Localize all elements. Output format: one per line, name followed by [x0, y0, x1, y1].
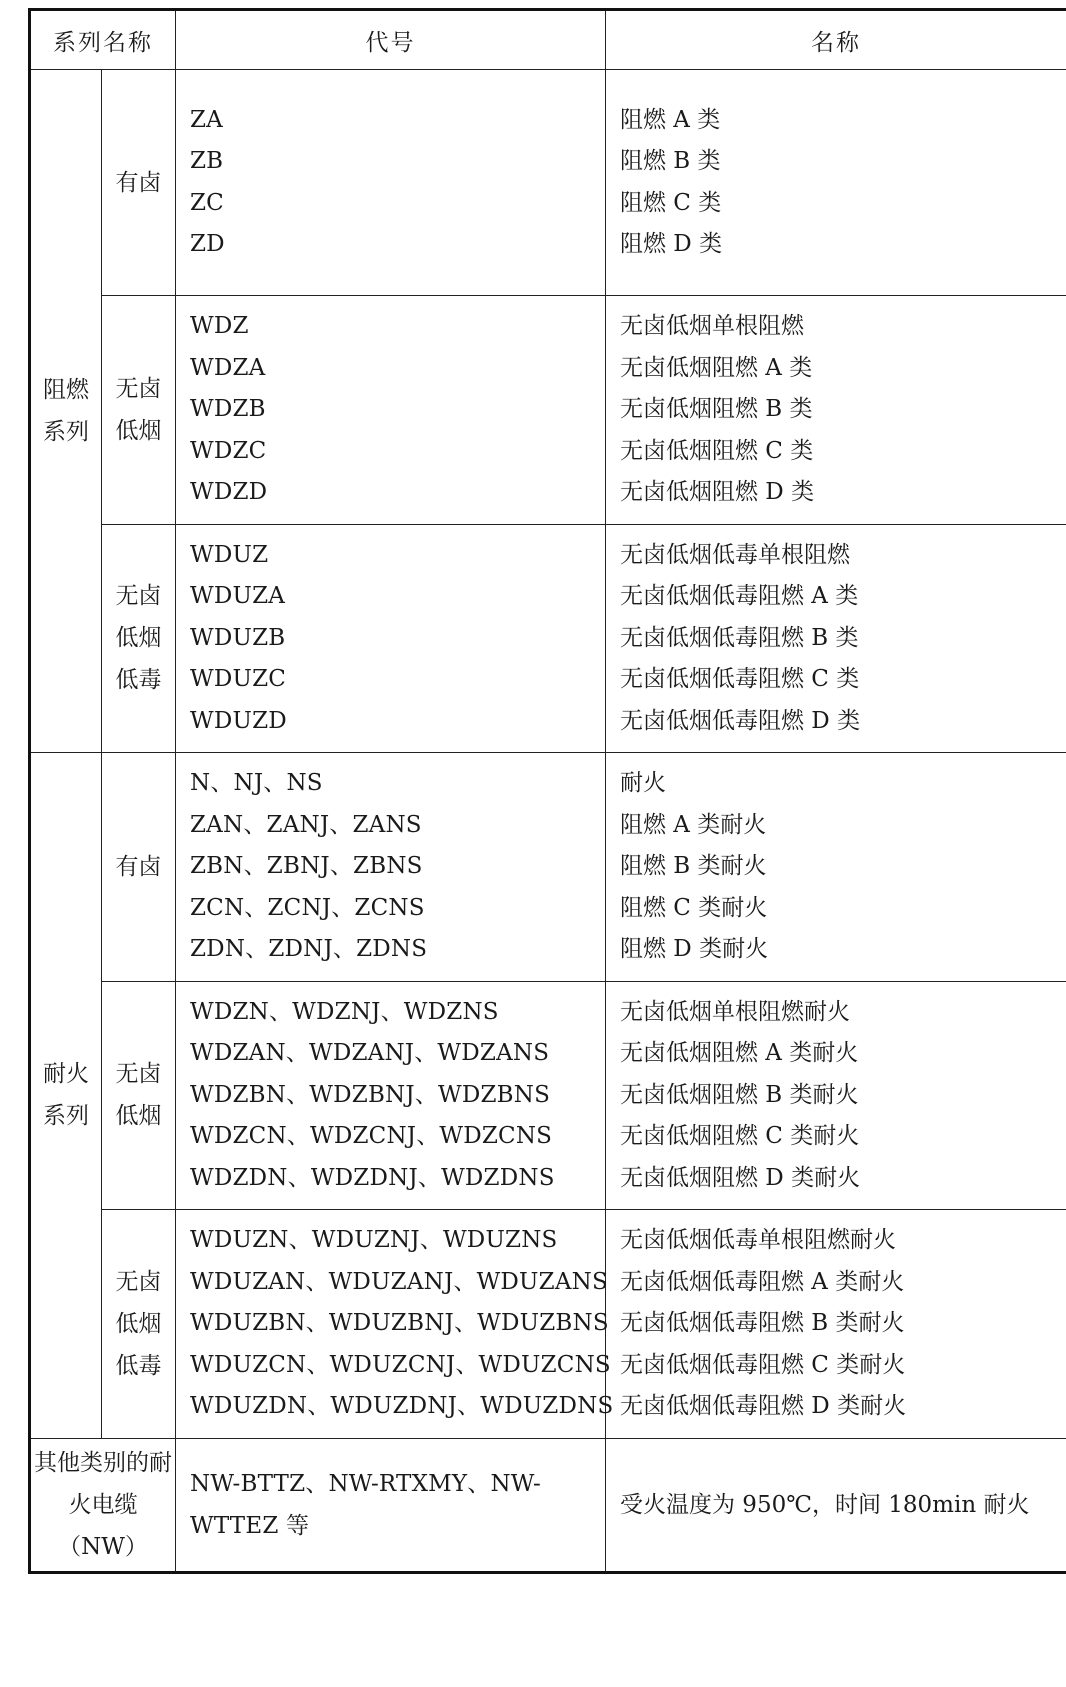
label-line: 有卤 — [115, 169, 162, 196]
name-cell — [606, 981, 1066, 1210]
label-line: 低烟 — [115, 417, 162, 444]
code-line: WDZC — [190, 437, 267, 464]
cable-series-table — [28, 8, 1066, 1574]
label-line: 低烟 — [115, 1310, 162, 1337]
name-line: 无卤低烟低毒单根阻燃耐火 — [620, 1227, 896, 1253]
table-row — [30, 753, 1066, 982]
label-line: 无卤 — [115, 1061, 162, 1088]
name-line: 阻燃 A 类耐火 — [620, 811, 767, 838]
label-line: 系列 — [43, 419, 89, 445]
table-row — [30, 524, 1066, 753]
name-line: 阻燃 C 类 — [620, 189, 722, 216]
table-row-other — [30, 1438, 1066, 1572]
name-line: 无卤低烟阻燃 A 类耐火 — [620, 1040, 859, 1066]
code-line: WDZDN、WDZDNJ、WDZDNS — [190, 1164, 555, 1191]
code-line: WDUZAN、WDUZANJ、WDUZANS — [190, 1268, 608, 1295]
table-row — [30, 296, 1066, 525]
label-line: 阻燃 — [43, 377, 89, 403]
series-name-cell — [30, 753, 102, 1439]
name-line: 无卤低烟低毒阻燃 C 类耐火 — [620, 1351, 906, 1378]
name-line: 阻燃 A 类 — [620, 106, 721, 133]
name-line: 耐火 — [620, 770, 666, 796]
other-series-label: 其他类别的耐火电缆（NW） — [30, 1438, 176, 1572]
name-line: 无卤低烟低毒阻燃 A 类耐火 — [620, 1268, 905, 1295]
name-line: 无卤低烟单根阻燃 — [620, 313, 804, 339]
code-cell — [176, 70, 606, 296]
table-row — [30, 1210, 1066, 1439]
name-line: 阻燃 C 类耐火 — [620, 894, 768, 921]
name-line: 无卤低烟单根阻燃耐火 — [620, 998, 850, 1025]
code-line: WDUZA — [190, 583, 286, 609]
table-header-row — [30, 10, 1066, 70]
subtype-cell — [102, 296, 176, 525]
header-code: 代号 — [176, 10, 606, 70]
code-line: WDUZN、WDUZNJ、WDUZNS — [190, 1227, 558, 1253]
subtype-cell — [102, 70, 176, 296]
code-line: ZB — [190, 148, 224, 174]
label-line: 低烟 — [115, 625, 162, 652]
code-line: ZA — [190, 106, 223, 133]
code-line: WDUZD — [190, 707, 287, 734]
code-line: ZD — [190, 231, 225, 257]
name-cell — [606, 753, 1066, 982]
subtype-cell — [102, 1210, 176, 1439]
label-line: 低毒 — [115, 667, 162, 694]
name-line: 无卤低烟阻燃 A 类 — [620, 354, 813, 381]
code-line: WDZAN、WDZANJ、WDZANS — [190, 1040, 550, 1066]
code-line: WDZBN、WDZBNJ、WDZBNS — [190, 1081, 551, 1108]
label-line: 系列 — [43, 1103, 89, 1130]
name-line: 无卤低烟阻燃 D 类耐火 — [620, 1164, 861, 1191]
code-line: WDZB — [190, 396, 266, 422]
code-line: ZAN、ZANJ、ZANS — [190, 811, 422, 838]
name-line: 无卤低烟阻燃 B 类耐火 — [620, 1081, 859, 1108]
code-cell — [176, 524, 606, 753]
label-line: 无卤 — [115, 375, 162, 402]
name-line: 无卤低烟低毒阻燃 B 类 — [620, 624, 859, 651]
subtype-cell — [102, 753, 176, 982]
label-line: 有卤 — [115, 853, 162, 880]
code-line: WDUZDN、WDUZDNJ、WDUZDNS — [190, 1393, 614, 1419]
code-cell — [176, 296, 606, 525]
name-line: 无卤低烟低毒阻燃 D 类耐火 — [620, 1393, 907, 1419]
other-name-cell: 受火温度为 950℃，时间 180min 耐火 — [606, 1438, 1066, 1572]
code-cell — [176, 753, 606, 982]
code-line: N、NJ、NS — [190, 770, 323, 796]
code-line: WDUZCN、WDUZCNJ、WDUZCNS — [190, 1351, 611, 1378]
name-line: 无卤低烟低毒单根阻燃 — [620, 541, 850, 568]
other-code-cell: NW-BTTZ、NW-RTXMY、NW-WTTEZ 等 — [176, 1438, 606, 1572]
table-row — [30, 981, 1066, 1210]
code-line: WDZN、WDZNJ、WDZNS — [190, 998, 499, 1025]
code-line: WDUZC — [190, 666, 287, 692]
label-line: 无卤 — [115, 583, 162, 610]
code-line: ZDN、ZDNJ、ZDNS — [190, 936, 428, 962]
code-line: WDUZBN、WDUZBNJ、WDUZBNS — [190, 1310, 609, 1336]
subtype-cell — [102, 981, 176, 1210]
code-line: ZBN、ZBNJ、ZBNS — [190, 853, 423, 879]
name-line: 无卤低烟低毒阻燃 D 类 — [620, 707, 861, 734]
name-line: 无卤低烟阻燃 C 类耐火 — [620, 1123, 860, 1149]
name-line: 无卤低烟阻燃 B 类 — [620, 396, 813, 422]
code-line: ZC — [190, 189, 224, 216]
name-cell — [606, 1210, 1066, 1439]
code-cell — [176, 981, 606, 1210]
name-line: 阻燃 D 类耐火 — [620, 936, 769, 962]
label-line: 低烟 — [115, 1103, 162, 1130]
name-line: 阻燃 B 类耐火 — [620, 853, 767, 879]
header-series-name: 系列名称 — [30, 10, 176, 70]
name-cell — [606, 296, 1066, 525]
label-line: 无卤 — [115, 1268, 162, 1295]
name-line: 无卤低烟阻燃 C 类 — [620, 437, 814, 464]
code-line: WDZ — [190, 313, 249, 339]
code-line: WDUZB — [190, 624, 286, 651]
name-cell — [606, 524, 1066, 753]
code-line: WDZD — [190, 479, 268, 505]
name-line: 阻燃 D 类 — [620, 231, 723, 257]
label-line: 耐火 — [43, 1061, 89, 1088]
table-row — [30, 70, 1066, 296]
label-line: 低毒 — [115, 1352, 162, 1379]
name-line: 阻燃 B 类 — [620, 148, 721, 174]
series-name-cell — [30, 70, 102, 753]
name-line: 无卤低烟低毒阻燃 C 类 — [620, 666, 860, 692]
code-cell — [176, 1210, 614, 1439]
code-line: WDZA — [190, 354, 266, 381]
header-name: 名称 — [606, 10, 1066, 70]
code-line: ZCN、ZCNJ、ZCNS — [190, 894, 425, 921]
subtype-cell — [102, 524, 176, 753]
name-line: 无卤低烟阻燃 D 类 — [620, 479, 815, 505]
name-line: 无卤低烟低毒阻燃 A 类 — [620, 583, 859, 609]
name-line: 无卤低烟低毒阻燃 B 类耐火 — [620, 1310, 905, 1336]
name-cell — [606, 70, 1066, 296]
code-line: WDUZ — [190, 541, 269, 568]
code-line: WDZCN、WDZCNJ、WDZCNS — [190, 1123, 553, 1149]
